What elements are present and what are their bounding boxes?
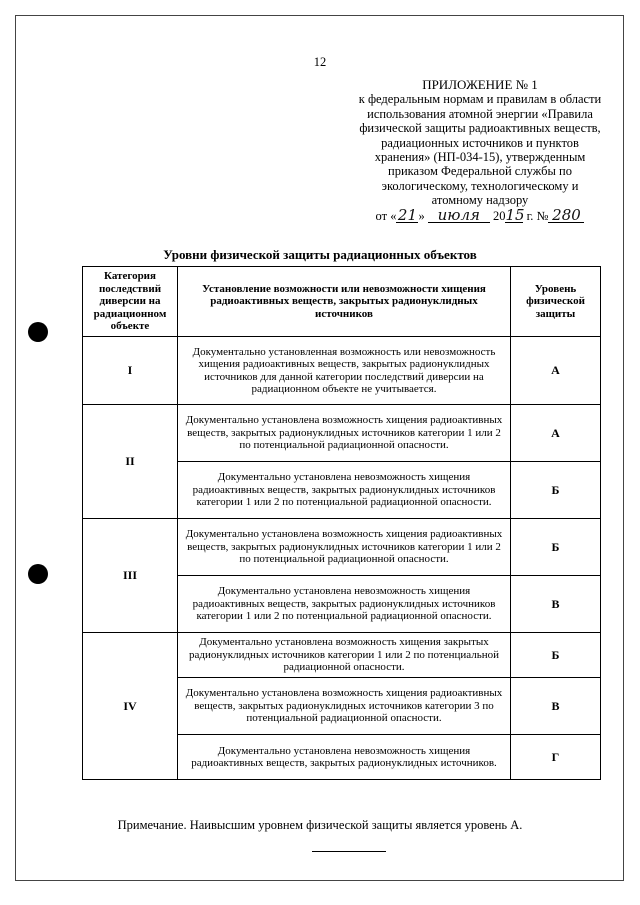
condition-cell: Документально установлена невозможность хищения радиоактивных веществ, закрытых радионуклидных источников категории 1 или 2 по потенциальной радиационной опасности. [178,462,511,519]
protection-levels-table [82,266,601,780]
handwritten-day: 21 [397,205,417,224]
category-cell: I [83,337,178,405]
header-category: Категория последствий диверсии на радиационном объекте [83,267,178,337]
page-number: 12 [313,55,327,69]
level-cell: Б [511,633,601,678]
appendix-line: экологическому, технологическому и [381,178,579,193]
level-cell: Б [511,519,601,576]
year-prefix: 20 [492,208,506,223]
condition-cell: Документально установлена невозможность хищения радиоактивных веществ, закрытых радионуклидных источников категории 1 или 2 по потенциальной радиационной опасности. [178,576,511,633]
level-cell: А [511,405,601,462]
level-cell: А [511,337,601,405]
divider [312,851,386,852]
category-cell: IV [83,633,178,780]
appendix-line: к федеральным нормам и правилам в области [358,92,602,107]
condition-cell: Документально установлена возможность хищения радиоактивных веществ, закрытых радионуклидных источников категории 3 по потенциальной радиационной опасности. [178,678,511,735]
level-cell: Б [511,462,601,519]
appendix-title: ПРИЛОЖЕНИЕ № 1 [422,77,538,92]
date-prefix: от « [375,208,397,223]
table-row [83,337,601,405]
appendix-line: радиационных источников и пунктов [381,135,579,150]
header-condition: Установление возможности или невозможности хищения радиоактивных веществ, закрытых радионуклидных источников [178,267,511,337]
order-date-line [330,205,630,224]
appendix-line: атомному надзору [431,193,529,208]
appendix-header [330,78,630,223]
category-cell: III [83,519,178,633]
header-level: Уровень физической защиты [511,267,601,337]
condition-cell: Документально установленная возможность или невозможность хищения радиоактивных веществ, закрытых радионуклидных источников для данной категории последствий диверсии на радиационном объекте не учитывается. [178,337,511,405]
table-row [83,405,601,462]
condition-cell: Документально установлена возможность хищения радиоактивных веществ, закрытых радионуклидных источников категории 1 или 2 по потенциальной радиационной опасности. [178,405,511,462]
appendix-line: хранения» (НП-034-15), утвержденным [374,150,586,165]
order-number-label: г. № [526,208,549,223]
level-cell: В [511,678,601,735]
condition-cell: Документально установлена невозможность хищения радиоактивных веществ, закрытых радионуклидных источников. [178,735,511,780]
appendix-line: использования атомной энергии «Правила [367,106,593,121]
handwritten-order-number: 280 [548,208,584,223]
appendix-line: физической защиты радиоактивных веществ, [359,121,601,136]
handwritten-month: июля [428,208,490,223]
punch-hole-upper [28,322,48,342]
appendix-line: приказом Федеральной службы по [388,164,572,179]
document-title: Уровни физической защиты радиационных объектов [163,247,477,262]
table-header-row [83,267,601,337]
footnote: Примечание. Наивысшим уровнем физической защиты является уровень А. [117,818,523,832]
level-cell: В [511,576,601,633]
condition-cell: Документально установлена возможность хищения радиоактивных веществ, закрытых радионуклидных источников категории 1 или 2 по потенциальной радиационной опасности. [178,519,511,576]
punch-hole-lower [28,564,48,584]
handwritten-year: 15 [505,205,525,224]
level-cell: Г [511,735,601,780]
table-row [83,519,601,576]
condition-cell: Документально установлена возможность хищения закрытых радионуклидных источников категории 1 или 2 по потенциальной радиационной опасности. [178,633,511,678]
category-cell: II [83,405,178,519]
date-close-quote: » [418,208,425,223]
table-row [83,633,601,678]
